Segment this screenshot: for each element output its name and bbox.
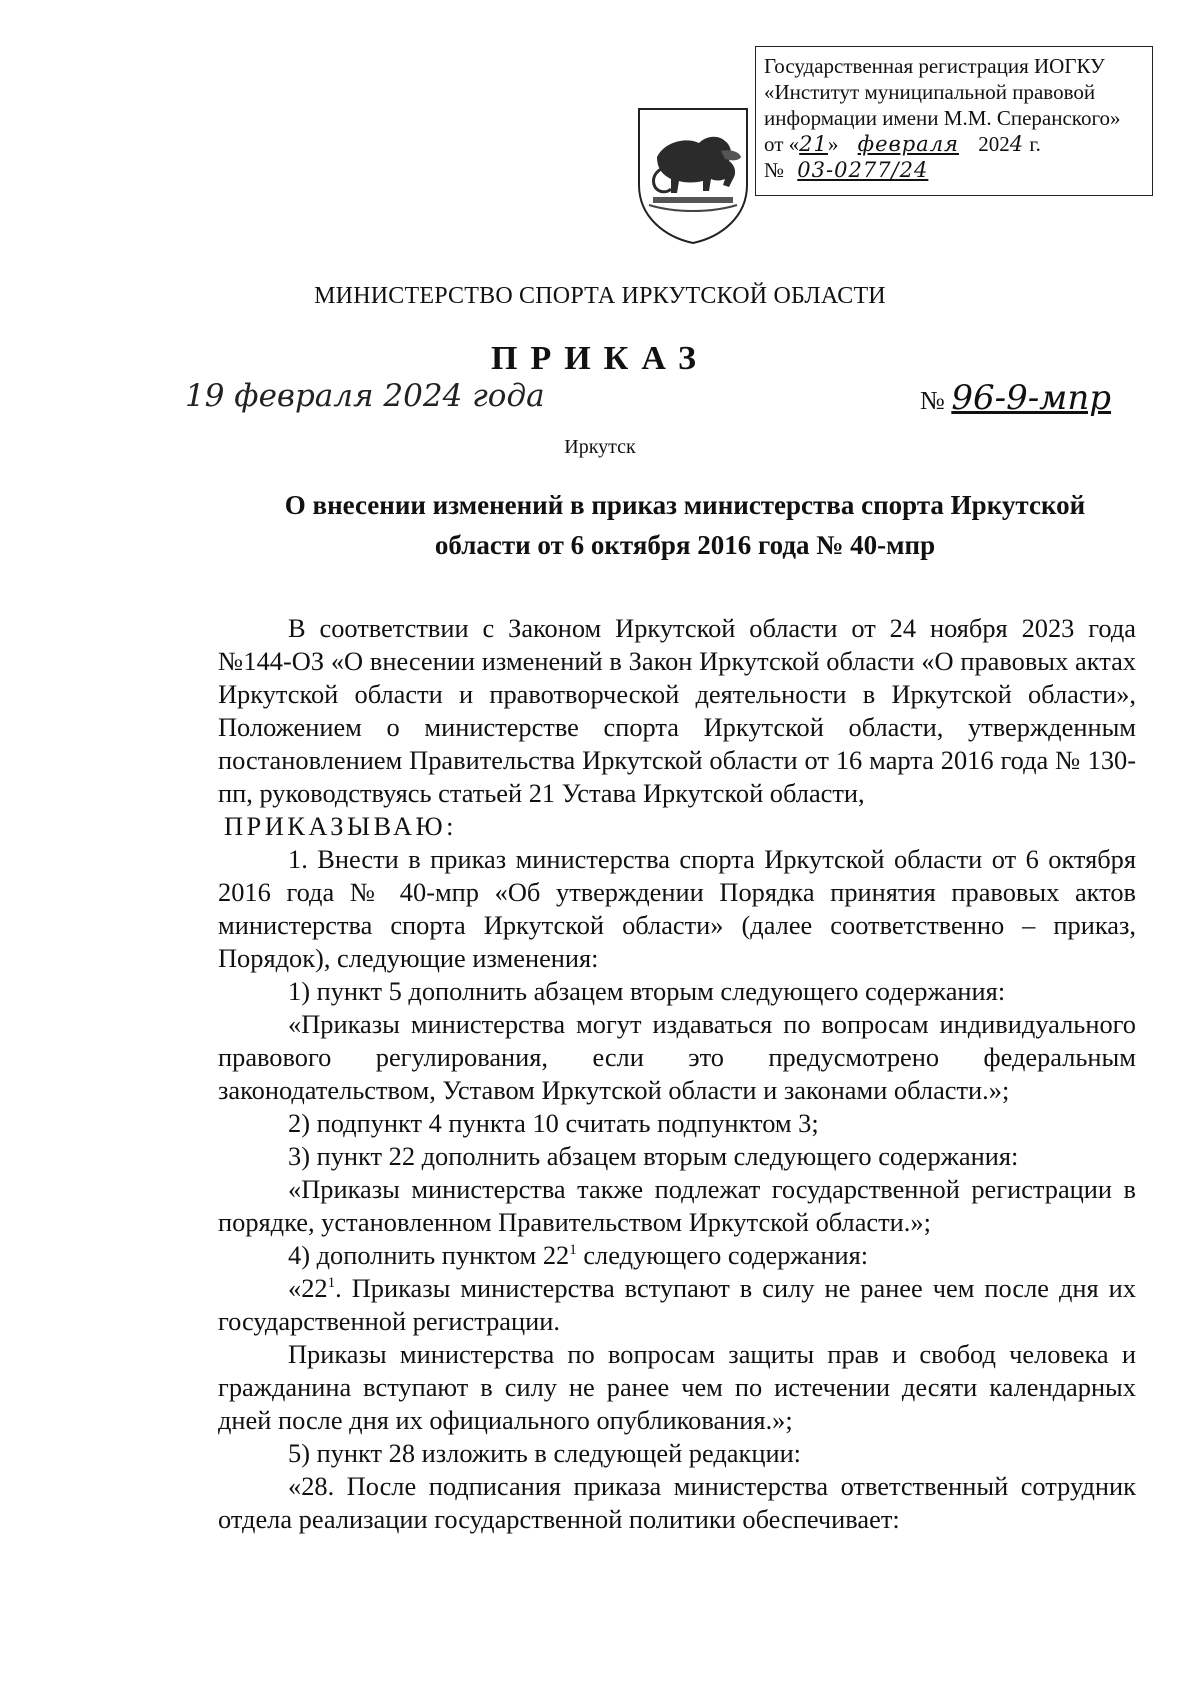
body-paragraph-preamble: В соответствии с Законом Иркутской области от 24 ноября 2023 года №144-ОЗ «О внесении изменений в Закон Иркутской области «О правовых актах Иркутской области и правотворческой деятельности в Иркутской области», Положением о министерстве спорта Иркутской области, утвержденным постановлением Правительства Иркутской области от 16 марта 2016 года № 130-пп, руководствуясь статьей 21 Устава Иркутской области, bbox=[218, 613, 1136, 808]
stamp-date-day: 21 bbox=[799, 132, 828, 156]
stamp-date-year-prefix: 202 bbox=[972, 132, 1010, 156]
city-name: Иркутск bbox=[564, 436, 636, 458]
heading-line-1: О внесении изменений в приказ министерства спорта Иркутской bbox=[284, 490, 1086, 520]
stamp-line-1: Государственная регистрация ИОГКУ bbox=[764, 54, 1105, 78]
body-paragraph-1: 1. Внести в приказ министерства спорта Иркутской области от 6 октября 2016 года № 40-мпр «Об утверждении Порядка принятия правовых актов министерства спорта Иркутской области» (далее соответственно – приказ, Порядок), следующие изменения: bbox=[218, 844, 1136, 973]
ministry-name: МИНИСТЕРСТВО СПОРТА ИРКУТСКОЙ ОБЛАСТИ bbox=[314, 283, 886, 309]
body-order-word: ПРИКАЗЫВАЮ: bbox=[224, 811, 457, 841]
heading-line-2: области от 6 октября 2016 года № 40-мпр bbox=[434, 530, 936, 560]
body-item-4-text-b: . Приказы министерства вступают в силу не ранее чем после дня их государственной регистрации. bbox=[218, 1273, 1136, 1336]
stamp-date-month: февраля bbox=[857, 132, 959, 156]
stamp-date-line bbox=[764, 131, 1144, 157]
body-item-4-a: 4) дополнить пунктом 22 bbox=[288, 1240, 570, 1270]
body-item-4 bbox=[218, 1239, 1136, 1272]
registration-stamp bbox=[755, 46, 1153, 196]
document-heading bbox=[230, 485, 1140, 565]
stamp-number-line bbox=[764, 157, 1144, 183]
stamp-number-value: 03-0277/24 bbox=[797, 158, 929, 182]
body-item-3-text: «Приказы министерства также подлежат государственной регистрации в порядке, установленном Правительством Иркутской области.»; bbox=[218, 1174, 1136, 1237]
stamp-date-mid: » bbox=[827, 132, 844, 156]
stamp-line-3: информации имени М.М. Сперанского» bbox=[764, 106, 1121, 130]
body-item-4-sup: 1 bbox=[569, 1242, 577, 1259]
body-item-4-text-a: «22 bbox=[288, 1273, 328, 1303]
stamp-date-prefix: от « bbox=[764, 132, 800, 156]
order-number-prefix: № bbox=[920, 386, 952, 415]
order-date: 19 февраля 2024 года bbox=[185, 378, 545, 414]
stamp-number-prefix: № bbox=[764, 158, 790, 182]
body-item-1: 1) пункт 5 дополнить абзацем вторым следующего содержания: bbox=[288, 976, 1006, 1006]
order-number bbox=[920, 378, 1111, 418]
body-item-3: 3) пункт 22 дополнить абзацем вторым следующего содержания: bbox=[288, 1141, 1019, 1171]
body-item-2: 2) подпункт 4 пункта 10 считать подпунктом 3; bbox=[288, 1108, 819, 1138]
stamp-date-year-end: г. bbox=[1024, 132, 1041, 156]
body-item-1-text: «Приказы министерства могут издаваться по вопросам индивидуального правового регулирования, если это предусмотрено федеральным законодательством, Уставом Иркутской области и законами области.»; bbox=[218, 1009, 1136, 1105]
stamp-line-2: «Институт муниципальной правовой bbox=[764, 80, 1096, 104]
body-item-4-text-sup: 1 bbox=[327, 1275, 336, 1292]
body-item-5-text: «28. После подписания приказа министерства ответственный сотрудник отдела реализации государственной политики обеспечивает: bbox=[218, 1471, 1136, 1534]
body-item-4-b: следующего содержания: bbox=[576, 1240, 869, 1270]
document-body bbox=[218, 612, 1136, 1536]
order-title: ПРИКАЗ bbox=[491, 340, 709, 377]
irkutsk-coat-of-arms-icon bbox=[635, 105, 751, 245]
stamp-date-year-suffix: 4 bbox=[1009, 132, 1025, 156]
body-item-4-text bbox=[218, 1272, 1136, 1338]
body-item-4-text-2: Приказы министерства по вопросам защиты прав и свобод человека и гражданина вступают в силу не ранее чем по истечении десяти календарных дней после дня их официального опубликования.»; bbox=[218, 1339, 1136, 1435]
body-item-5: 5) пункт 28 изложить в следующей редакции: bbox=[288, 1438, 802, 1468]
order-number-value: 96-9-мпр bbox=[951, 378, 1112, 418]
